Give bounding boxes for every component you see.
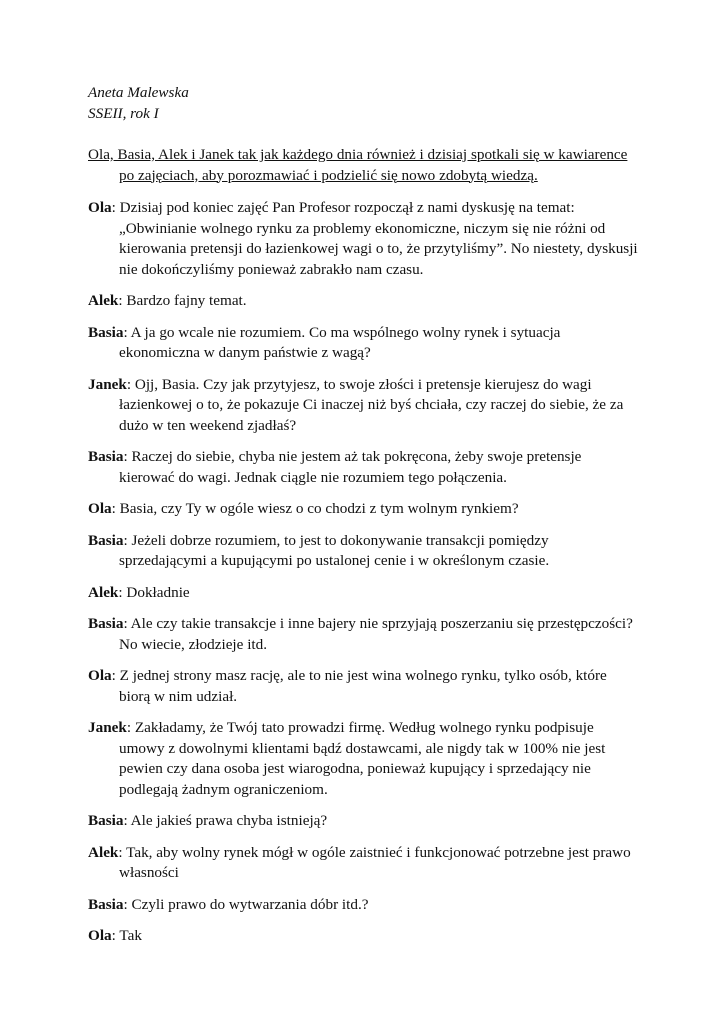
dialogue-line [88,499,640,520]
dialogue-line [88,375,640,437]
dialogue-text: : Tak, aby wolny rynek mógł w ogóle zaistnieć i funkcjonować potrzebne jest prawo własności [118,843,631,881]
speaker-name: Ola [88,500,112,517]
dialogue-text: : Dokładnie [118,583,190,601]
dialogue-text: : Czyli prawo do wytwarzania dóbr itd.? [123,895,369,913]
author-name: Aneta Malewska [88,84,189,101]
dialogue-line [88,583,640,604]
speaker-name: Janek [88,375,127,393]
dialogue-text: : Zakładamy, że Twój tato prowadzi firmę. Według wolnego rynku podpisuje umowy z dowolnymi klientami bądź dostawcami, ale nigdy tak w 100% nie jest pewien czy dana osoba jest wiarogodna, ponieważ kupujący i sprzedający nie podlegają żadnym ograniczeniom. [119,719,606,798]
dialogue-line [88,811,640,832]
speaker-name: Basia [88,895,124,913]
speaker-name: Alek [88,583,119,601]
dialogue-line [88,323,640,364]
dialogue-line [88,291,640,312]
dialogue-text: : A ja go wcale nie rozumiem. Co ma wspólnego wolny rynek i sytuacja ekonomiczna w danym państwie z wagą? [119,323,561,361]
speaker-name: Alek [88,292,119,309]
dialogue-text: : Ale jakieś prawa chyba istnieją? [123,812,328,829]
dialogue-text: : Dzisiaj pod koniec zajęć Pan Profesor rozpoczął z nami dyskusję na temat: „Obwinianie wolnego rynku za problemy ekonomiczne, niczym się nie różni od kierowania pretensji do łazienkowej wagi o to, że przytyliśmy”. No niestety, dyskusji nie dokończyliśmy ponieważ zabrakło nam czasu. [111,199,638,278]
dialogue-line [88,895,640,916]
dialogue-line [88,531,640,572]
dialogue-line [88,198,640,280]
dialogue [88,198,640,947]
speaker-name: Basia [88,615,124,632]
dialogue-text: : Ale czy takie transakcje i inne bajery nie sprzyjają poszerzaniu się przestępczości? No wiecie, złodzieje itd. [119,615,633,653]
dialogue-text: : Bardzo fajny temat. [118,292,247,309]
dialogue-text: : Raczej do siebie, chyba nie jestem aż tak pokręcona, żeby swoje pretensje kierować do wagi. Jednak ciągle nie rozumiem tego połączenia. [119,448,582,486]
dialogue-line [88,447,640,488]
dialogue-text: : Basia, czy Ty w ogóle wiesz o co chodzi z tym wolnym rynkiem? [111,500,519,517]
speaker-name: Ola [88,199,112,216]
speaker-name: Ola [88,927,112,944]
speaker-name: Janek [88,719,127,736]
speaker-name: Basia [88,323,124,341]
dialogue-line [88,666,640,707]
dialogue-text: : Z jednej strony masz rację, ale to nie jest wina wolnego rynku, tylko osób, które biorą w nim udział. [111,667,607,705]
speaker-name: Alek [88,843,119,861]
speaker-name: Basia [88,531,124,549]
dialogue-line [88,843,640,884]
speaker-name: Ola [88,667,112,684]
dialogue-text: : Ojj, Basia. Czy jak przytyjesz, to swoje złości i pretensje kierujesz do wagi łazienkowej o to, że pokazuje Ci inaczej niż byś chciała, czy raczej do siebie, że za dużo w ten weekend zjadłaś? [119,375,624,434]
dialogue-line [88,926,640,947]
speaker-name: Basia [88,448,124,465]
intro-paragraph: Ola, Basia, Alek i Janek tak jak każdego dnia również i dzisiaj spotkali się w kawiarence po zajęciach, aby porozmawiać i podzielić się nowo zdobytą wiedzą. [88,146,628,184]
dialogue-text: : Jeżeli dobrze rozumiem, to jest to dokonywanie transakcji pomiędzy sprzedającymi a kupującymi po ustalonej cenie i w określonym czasie. [119,531,550,569]
dialogue-line [88,614,640,655]
dialogue-text: : Tak [111,927,142,944]
course-info: SSEII, rok I [88,104,159,122]
speaker-name: Basia [88,812,124,829]
dialogue-line [88,718,640,800]
